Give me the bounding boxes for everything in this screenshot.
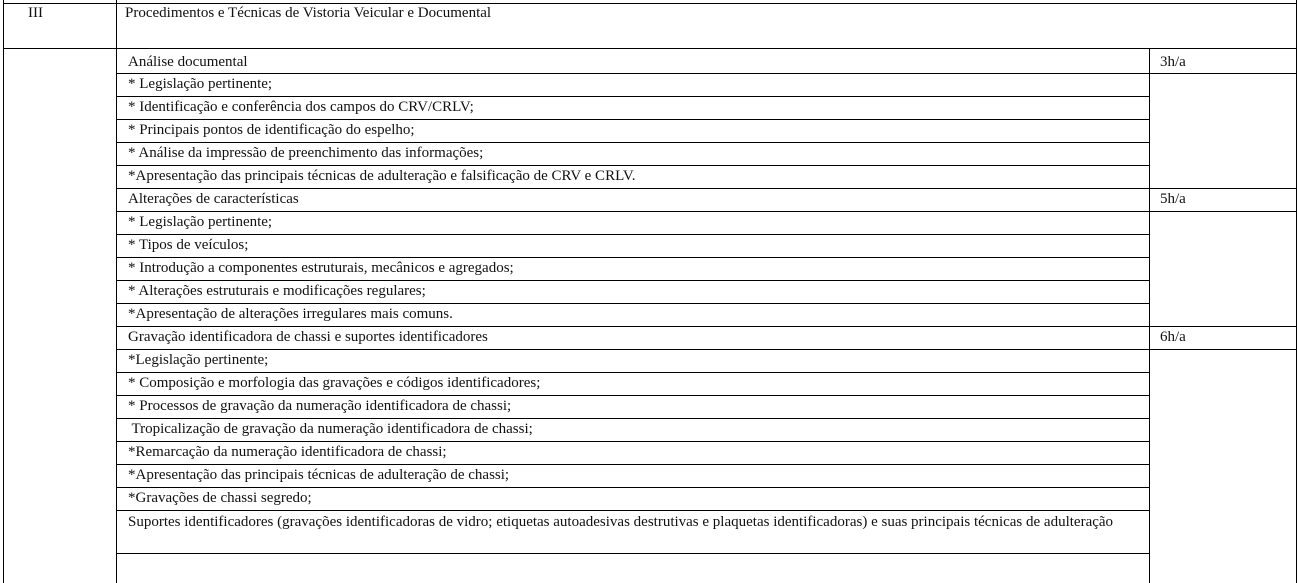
- section-title: Procedimentos e Técnicas de Vistoria Veicular e Documental: [125, 5, 492, 21]
- row-divider: [117, 326, 1297, 327]
- item-label: * Legislação pertinente;: [128, 76, 273, 92]
- topic-title: Análise documental: [128, 54, 248, 70]
- item-label: *Apresentação das principais técnicas de adulteração e falsificação de CRV e CRLV.: [128, 168, 636, 184]
- table-border-left: [3, 0, 4, 583]
- item-label: * Processos de gravação da numeração identificadora de chassi;: [128, 398, 512, 414]
- row-divider: [117, 510, 1149, 511]
- row-divider: [117, 165, 1149, 166]
- item-label: * Identificação e conferência dos campos do CRV/CRLV;: [128, 99, 474, 115]
- topic-hours: 3h/a: [1160, 54, 1186, 70]
- row-divider: [117, 280, 1149, 281]
- row-divider: [117, 188, 1297, 189]
- row-divider: [117, 487, 1149, 488]
- section-header-divider: [3, 48, 1297, 49]
- item-label: * Alterações estruturais e modificações regulares;: [128, 283, 426, 299]
- row-divider: [117, 234, 1149, 235]
- item-label: * Tipos de veículos;: [128, 237, 249, 253]
- row-divider: [117, 441, 1149, 442]
- item-label: Suportes identificadores (gravações identificadoras de vidro; etiquetas autoadesivas destrutivas e plaquetas identificadoras) e suas principais técnicas de adulteração: [128, 514, 1114, 530]
- topic-title: Alterações de características: [128, 191, 299, 207]
- table-border-right: [1296, 0, 1297, 583]
- item-label: * Legislação pertinente;: [128, 214, 273, 230]
- row-divider: [117, 349, 1297, 350]
- topic-row-analise-documental: [124, 53, 1296, 71]
- row-divider: [117, 257, 1149, 258]
- table-border-number-col: [116, 0, 117, 583]
- item-label: * Análise da impressão de preenchimento das informações;: [128, 145, 484, 161]
- row-divider: [117, 142, 1149, 143]
- table-border-hours-col: [1149, 48, 1150, 583]
- item-label: *Remarcação da numeração identificadora de chassi;: [128, 444, 447, 460]
- item-label: *Legislação pertinente;: [128, 352, 269, 368]
- item-label: *Apresentação de alterações irregulares mais comuns.: [128, 306, 453, 322]
- row-divider: [117, 372, 1149, 373]
- row-divider: [117, 96, 1149, 97]
- row-divider: [117, 464, 1149, 465]
- topic-title: Gravação identificadora de chassi e suportes identificadores: [128, 329, 488, 345]
- item-label: *Apresentação das principais técnicas de adulteração de chassi;: [128, 467, 510, 483]
- row-divider: [117, 119, 1149, 120]
- item-label: * Composição e morfologia das gravações e códigos identificadores;: [128, 375, 541, 391]
- row-divider: [117, 553, 1149, 554]
- item-label: Tropicalização de gravação da numeração identificadora de chassi;: [128, 421, 533, 437]
- topic-hours: 5h/a: [1160, 191, 1186, 207]
- row-divider: [117, 418, 1149, 419]
- row-divider: [117, 73, 1297, 74]
- item-label: * Introdução a componentes estruturais, mecânicos e agregados;: [128, 260, 514, 276]
- row-divider: [117, 395, 1149, 396]
- topic-hours: 6h/a: [1160, 329, 1186, 345]
- section-number: III: [28, 5, 43, 21]
- item-label: * Principais pontos de identificação do espelho;: [128, 122, 415, 138]
- item-label: *Gravações de chassi segredo;: [128, 490, 312, 506]
- row-divider: [117, 211, 1297, 212]
- row-divider: [117, 303, 1149, 304]
